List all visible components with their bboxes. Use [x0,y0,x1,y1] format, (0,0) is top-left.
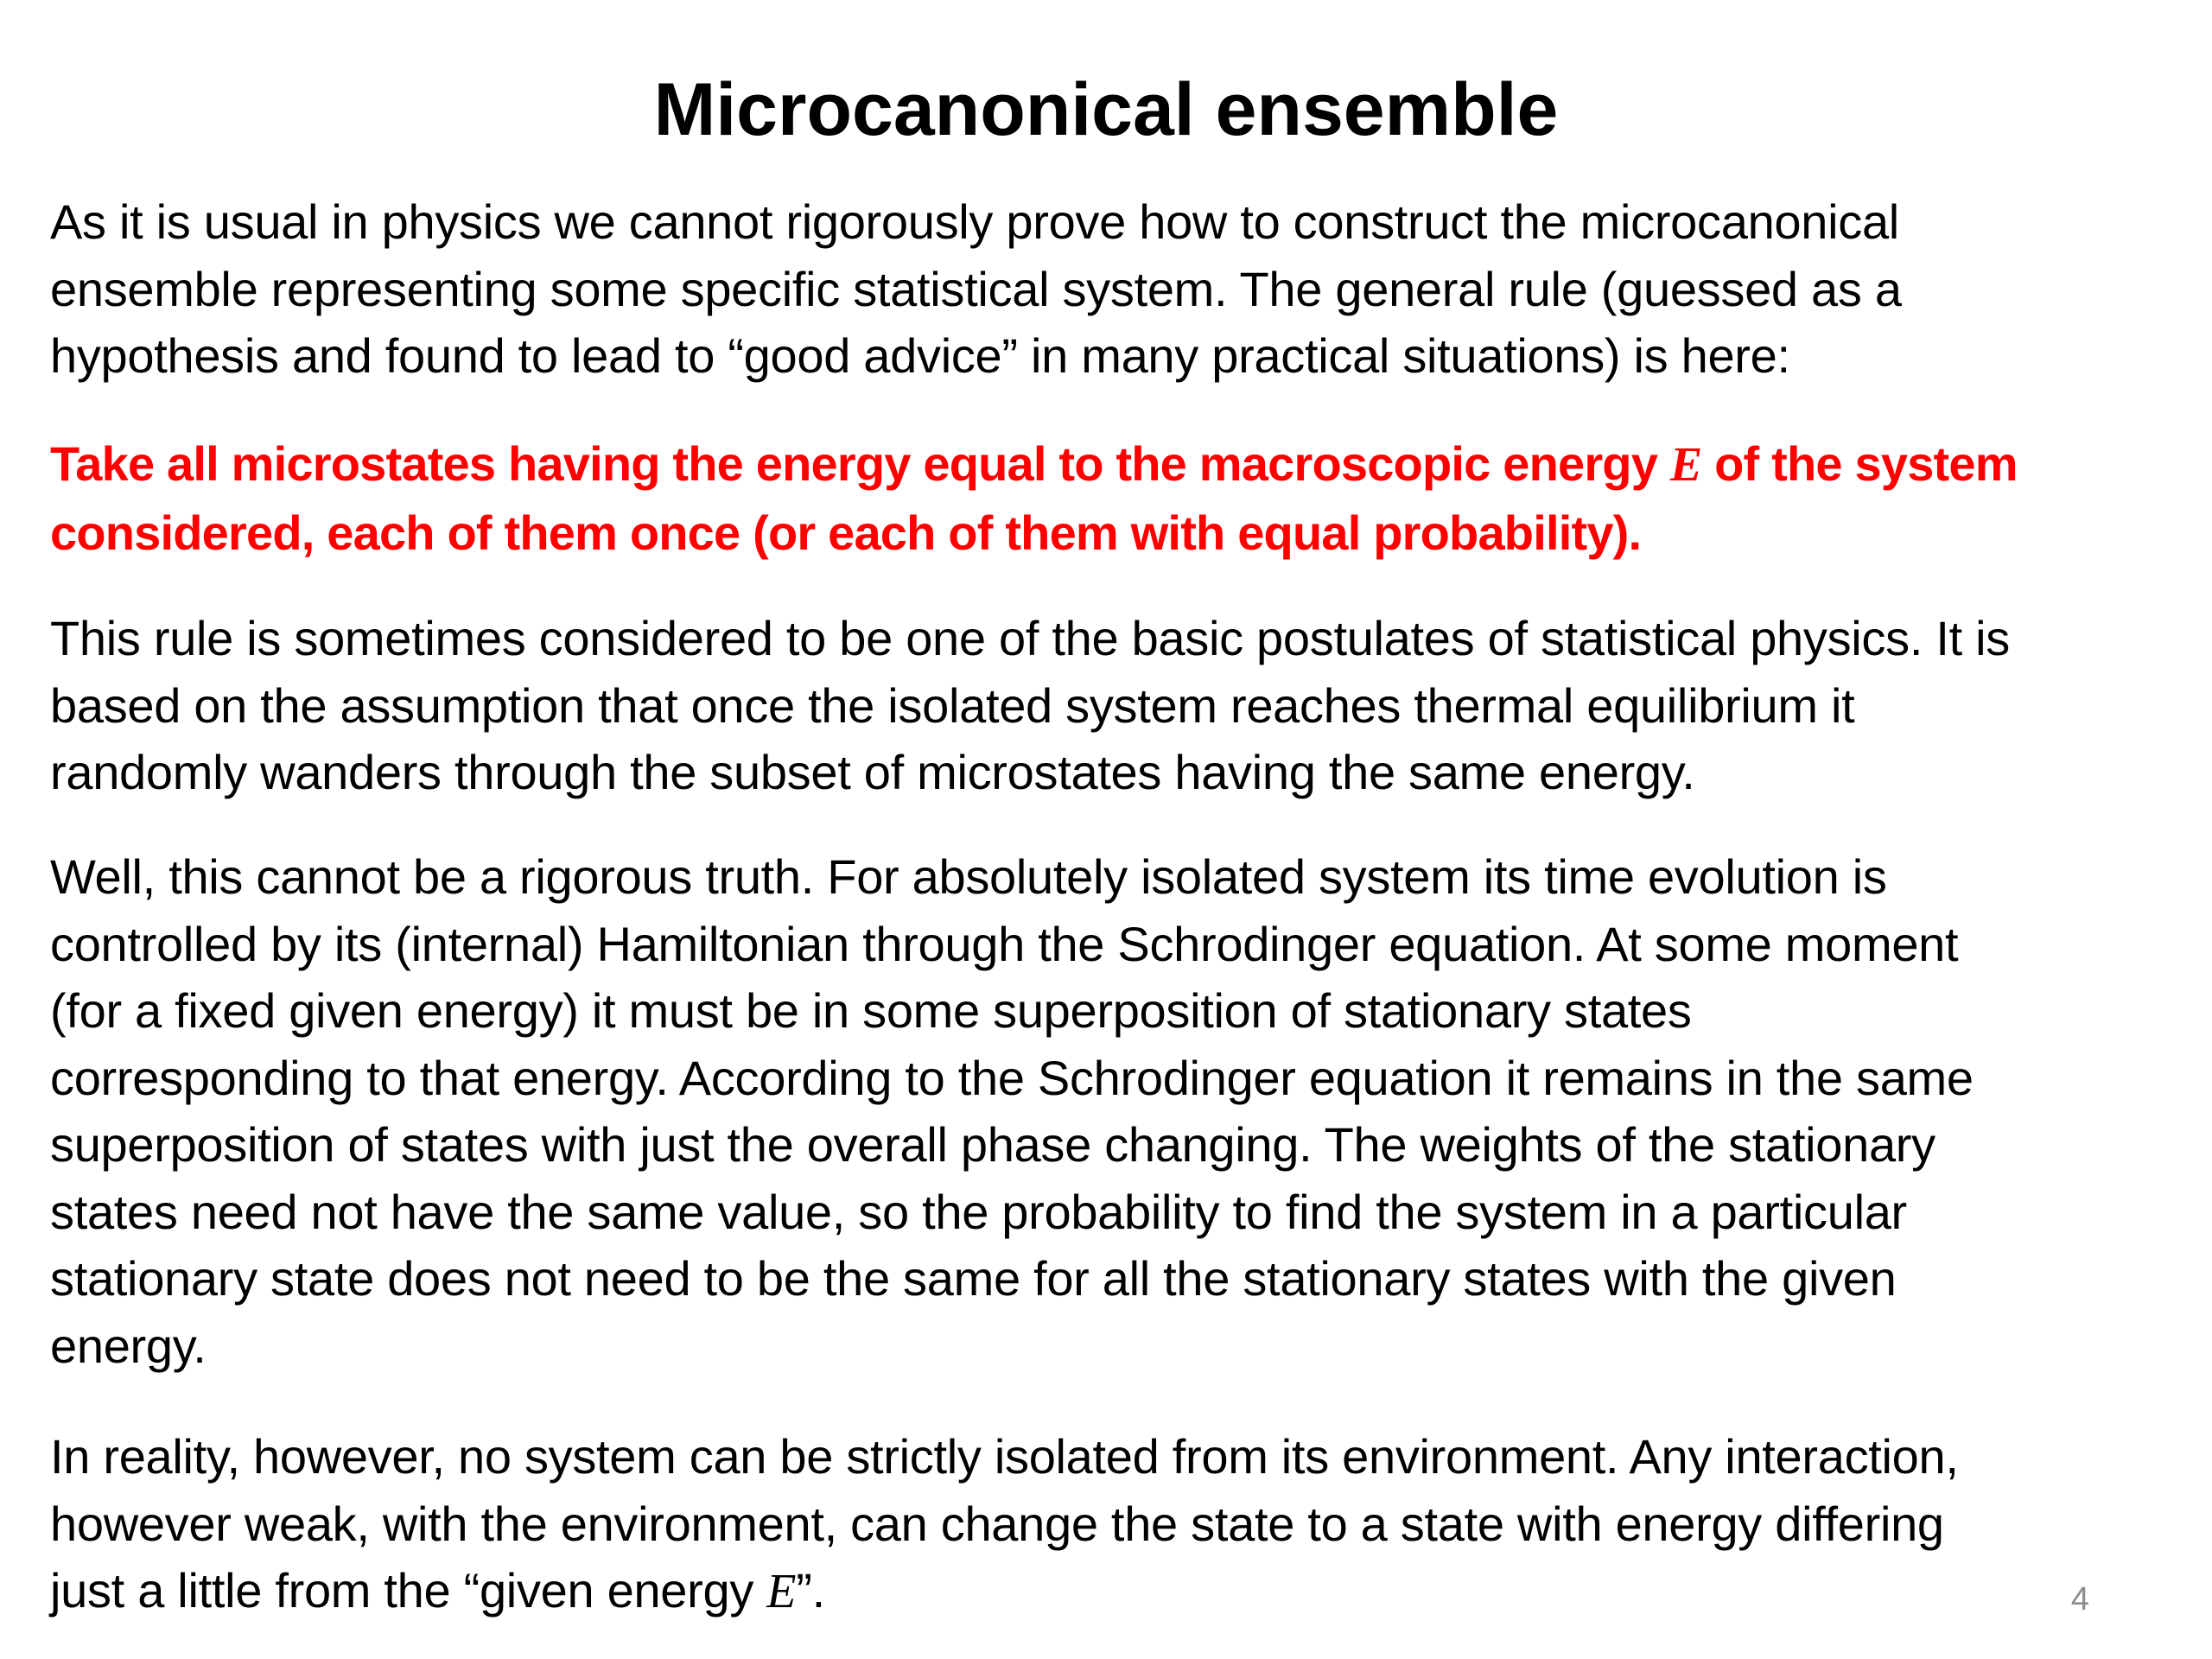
rule-statement [50,430,2176,566]
body-text: just a little from the “given energy [50,1563,767,1618]
energy-symbol: E [1669,438,1702,492]
text-line: however weak, with the environment, can change the state to a state with energy differing [50,1496,1944,1551]
text-line: considered, each of them once (or each of them with equal probability). [50,505,1642,560]
text-line: This rule is sometimes considered to be one of the basic postulates of statistical physics. It is [50,611,2010,665]
slide-title: Microcanonical ensemble [653,68,1559,151]
text-line: states need not have the same value, so the probability to find the system in a particular [50,1184,1907,1239]
body-text: ”. [796,1563,825,1618]
page-number: 4 [2070,1581,2089,1618]
text-line: controlled by its (internal) Hamiltonian through the Schrodinger equation. At some moment [50,916,1959,971]
text-line: ensemble representing some specific statistical system. The general rule (guessed as a [50,261,1902,316]
text-line: energy. [50,1318,207,1373]
text-line: based on the assumption that once the isolated system reaches thermal equilibrium it [50,677,1855,733]
text-line: As it is usual in physics we cannot rigorously prove how to construct the microcanonical [50,194,1899,249]
text-line: In reality, however, no system can be strictly isolated from its environment. Any interaction, [50,1429,1959,1484]
text-line: (for a fixed given energy) it must be in some superposition of stationary states [50,983,1692,1038]
text-line [50,430,2176,499]
text-line: randomly wanders through the subset of microstates having the same energy. [50,745,1695,799]
text-line: Well, this cannot be a rigorous truth. For absolutely isolated system its time evolution is [50,849,1887,904]
postulate-paragraph [50,605,2176,806]
text-line: superposition of states with just the overall phase changing. The weights of the stationary [50,1117,1936,1172]
text-line: corresponding to that energy. According to the Schrodinger equation it remains in the same [50,1050,1974,1105]
text-line: hypothesis and found to lead to “good advice” in many practical situations) is here: [50,328,1790,383]
rule-text: of the system [1701,436,2018,491]
environment-paragraph [50,1423,2176,1626]
text-line: stationary state does not need to be the same for all the stationary states with the given [50,1251,1897,1306]
intro-paragraph [50,188,2176,390]
text-line [50,1557,2176,1626]
energy-symbol: E [766,1565,797,1618]
rule-text: Take all microstates having the energy equal to the macroscopic energy [50,436,1670,491]
schrodinger-paragraph [50,843,2176,1379]
